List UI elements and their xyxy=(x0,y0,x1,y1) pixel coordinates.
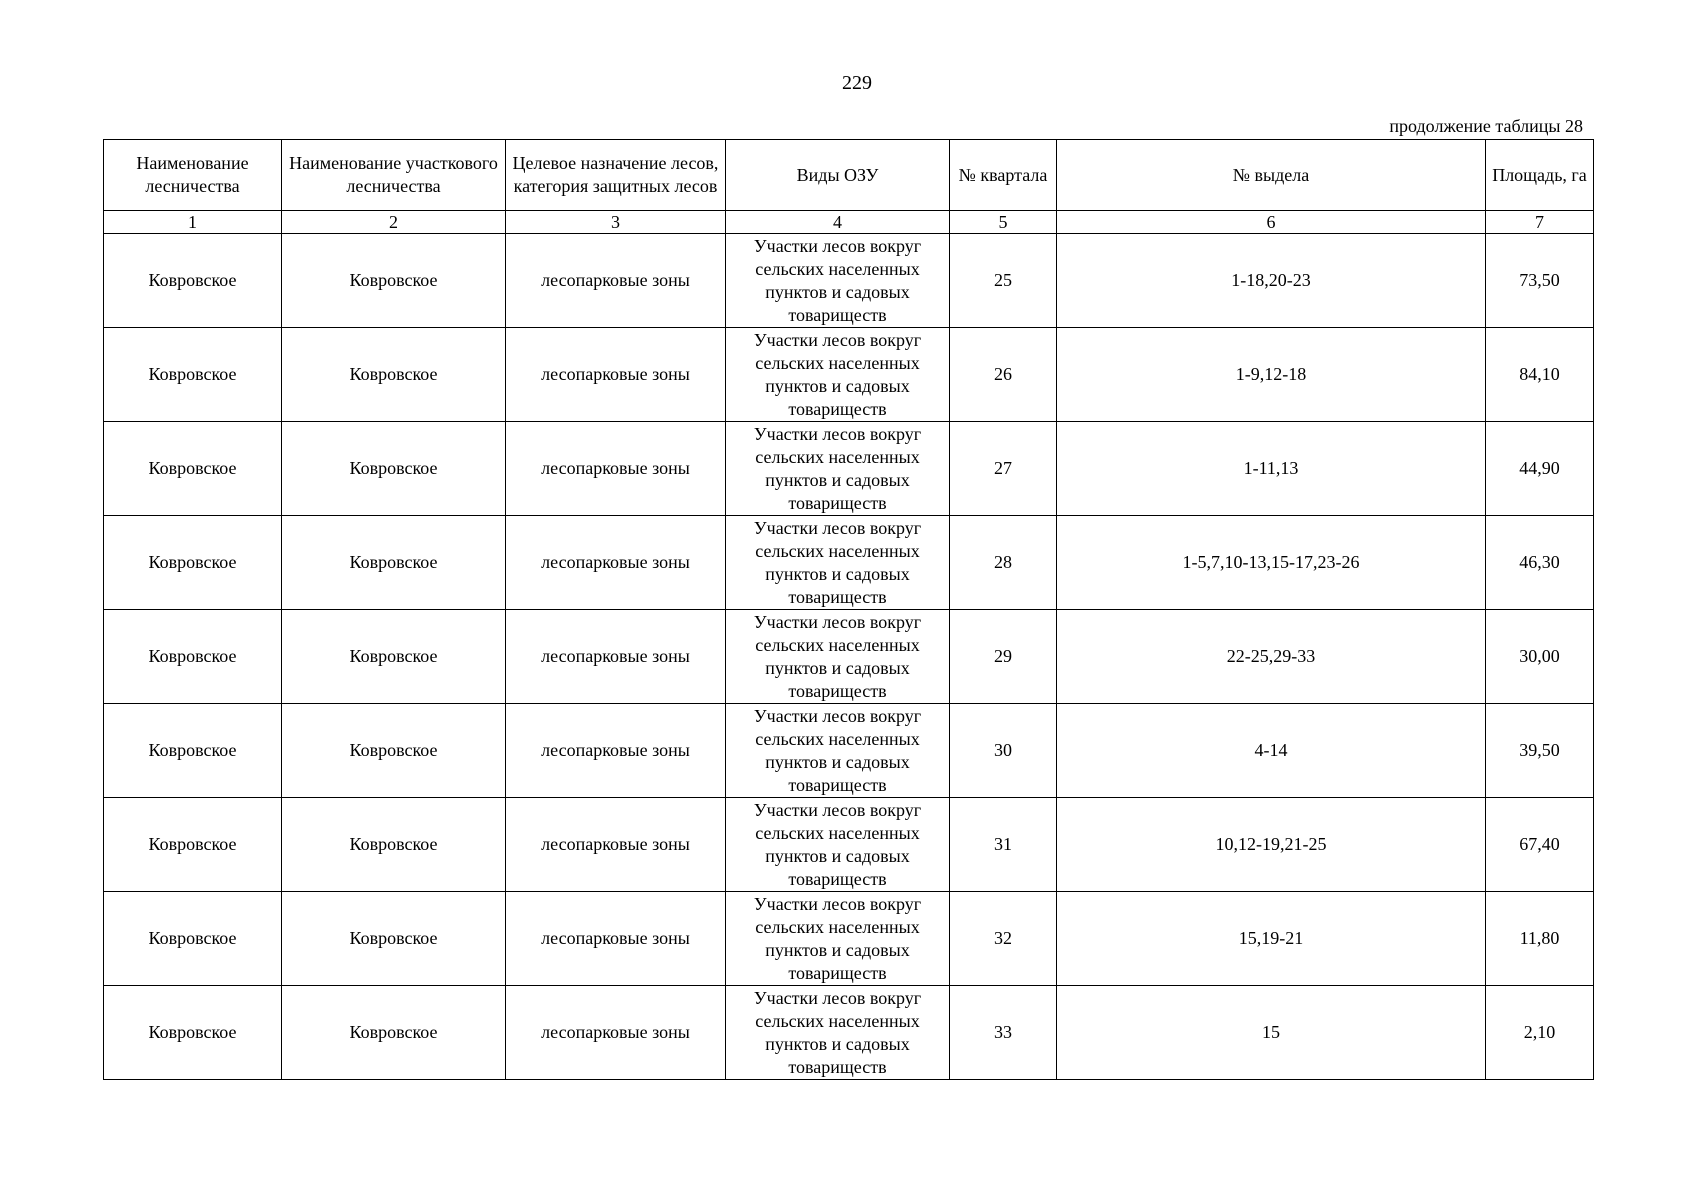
cell-allotment: 22-25,29-33 xyxy=(1057,610,1486,704)
cell-area: 30,00 xyxy=(1486,610,1594,704)
cell-allotment: 15,19-21 xyxy=(1057,892,1486,986)
cell-district-forestry: Ковровское xyxy=(282,610,506,704)
cell-purpose: лесопарковые зоны xyxy=(506,610,726,704)
cell-allotment: 15 xyxy=(1057,986,1486,1080)
cell-purpose: лесопарковые зоны xyxy=(506,986,726,1080)
cell-ozu-type: Участки лесов вокруг сельских населенных пунктов и садовых товариществ xyxy=(726,422,950,516)
cell-quarter: 33 xyxy=(950,986,1057,1080)
column-number: 6 xyxy=(1057,211,1486,234)
header-district-forestry: Наименование участкового лесничества xyxy=(282,140,506,211)
cell-quarter: 28 xyxy=(950,516,1057,610)
cell-district-forestry: Ковровское xyxy=(282,328,506,422)
cell-area: 84,10 xyxy=(1486,328,1594,422)
cell-forestry: Ковровское xyxy=(104,234,282,328)
cell-area: 46,30 xyxy=(1486,516,1594,610)
cell-forestry: Ковровское xyxy=(104,516,282,610)
cell-purpose: лесопарковые зоны xyxy=(506,516,726,610)
cell-forestry: Ковровское xyxy=(104,986,282,1080)
cell-purpose: лесопарковые зоны xyxy=(506,892,726,986)
table-row xyxy=(104,704,1594,798)
column-number: 2 xyxy=(282,211,506,234)
cell-district-forestry: Ковровское xyxy=(282,704,506,798)
cell-forestry: Ковровское xyxy=(104,328,282,422)
header-area: Площадь, га xyxy=(1486,140,1594,211)
cell-area: 67,40 xyxy=(1486,798,1594,892)
column-number: 1 xyxy=(104,211,282,234)
cell-area: 2,10 xyxy=(1486,986,1594,1080)
cell-quarter: 26 xyxy=(950,328,1057,422)
table-header-row xyxy=(104,140,1594,211)
cell-ozu-type: Участки лесов вокруг сельских населенных пунктов и садовых товариществ xyxy=(726,328,950,422)
cell-allotment: 4-14 xyxy=(1057,704,1486,798)
cell-area: 44,90 xyxy=(1486,422,1594,516)
header-purpose: Целевое назначение лесов, категория защитных лесов xyxy=(506,140,726,211)
cell-ozu-type: Участки лесов вокруг сельских населенных пунктов и садовых товариществ xyxy=(726,704,950,798)
cell-forestry: Ковровское xyxy=(104,892,282,986)
table-row xyxy=(104,986,1594,1080)
table-row xyxy=(104,516,1594,610)
column-number: 3 xyxy=(506,211,726,234)
cell-purpose: лесопарковые зоны xyxy=(506,422,726,516)
cell-forestry: Ковровское xyxy=(104,798,282,892)
cell-forestry: Ковровское xyxy=(104,610,282,704)
cell-district-forestry: Ковровское xyxy=(282,986,506,1080)
cell-quarter: 32 xyxy=(950,892,1057,986)
cell-ozu-type: Участки лесов вокруг сельских населенных пунктов и садовых товариществ xyxy=(726,986,950,1080)
cell-purpose: лесопарковые зоны xyxy=(506,704,726,798)
cell-area: 73,50 xyxy=(1486,234,1594,328)
cell-district-forestry: Ковровское xyxy=(282,234,506,328)
cell-purpose: лесопарковые зоны xyxy=(506,798,726,892)
cell-ozu-type: Участки лесов вокруг сельских населенных пунктов и садовых товариществ xyxy=(726,610,950,704)
column-number: 4 xyxy=(726,211,950,234)
table-continuation-label: продолжение таблицы 28 xyxy=(1389,116,1583,136)
cell-ozu-type: Участки лесов вокруг сельских населенных пунктов и садовых товариществ xyxy=(726,798,950,892)
cell-ozu-type: Участки лесов вокруг сельских населенных пунктов и садовых товариществ xyxy=(726,516,950,610)
cell-district-forestry: Ковровское xyxy=(282,516,506,610)
cell-quarter: 29 xyxy=(950,610,1057,704)
cell-allotment: 1-18,20-23 xyxy=(1057,234,1486,328)
table-row xyxy=(104,892,1594,986)
cell-quarter: 25 xyxy=(950,234,1057,328)
cell-district-forestry: Ковровское xyxy=(282,798,506,892)
cell-district-forestry: Ковровское xyxy=(282,422,506,516)
table-row xyxy=(104,234,1594,328)
cell-purpose: лесопарковые зоны xyxy=(506,328,726,422)
cell-quarter: 31 xyxy=(950,798,1057,892)
header-ozu-type: Виды ОЗУ xyxy=(726,140,950,211)
cell-ozu-type: Участки лесов вокруг сельских населенных пунктов и садовых товариществ xyxy=(726,892,950,986)
cell-allotment: 1-11,13 xyxy=(1057,422,1486,516)
header-quarter: № квартала xyxy=(950,140,1057,211)
column-number-row xyxy=(104,211,1594,234)
cell-allotment: 1-5,7,10-13,15-17,23-26 xyxy=(1057,516,1486,610)
cell-forestry: Ковровское xyxy=(104,704,282,798)
column-number: 5 xyxy=(950,211,1057,234)
cell-quarter: 30 xyxy=(950,704,1057,798)
page-number: 229 xyxy=(842,72,872,94)
cell-allotment: 1-9,12-18 xyxy=(1057,328,1486,422)
cell-forestry: Ковровское xyxy=(104,422,282,516)
column-number: 7 xyxy=(1486,211,1594,234)
forest-table xyxy=(103,139,1594,1080)
cell-ozu-type: Участки лесов вокруг сельских населенных пунктов и садовых товариществ xyxy=(726,234,950,328)
cell-purpose: лесопарковые зоны xyxy=(506,234,726,328)
cell-allotment: 10,12-19,21-25 xyxy=(1057,798,1486,892)
table-row xyxy=(104,422,1594,516)
cell-quarter: 27 xyxy=(950,422,1057,516)
cell-area: 11,80 xyxy=(1486,892,1594,986)
table-row xyxy=(104,610,1594,704)
header-forestry: Наименование лесничества xyxy=(104,140,282,211)
cell-district-forestry: Ковровское xyxy=(282,892,506,986)
table-row xyxy=(104,798,1594,892)
header-allotment: № выдела xyxy=(1057,140,1486,211)
table-row xyxy=(104,328,1594,422)
cell-area: 39,50 xyxy=(1486,704,1594,798)
